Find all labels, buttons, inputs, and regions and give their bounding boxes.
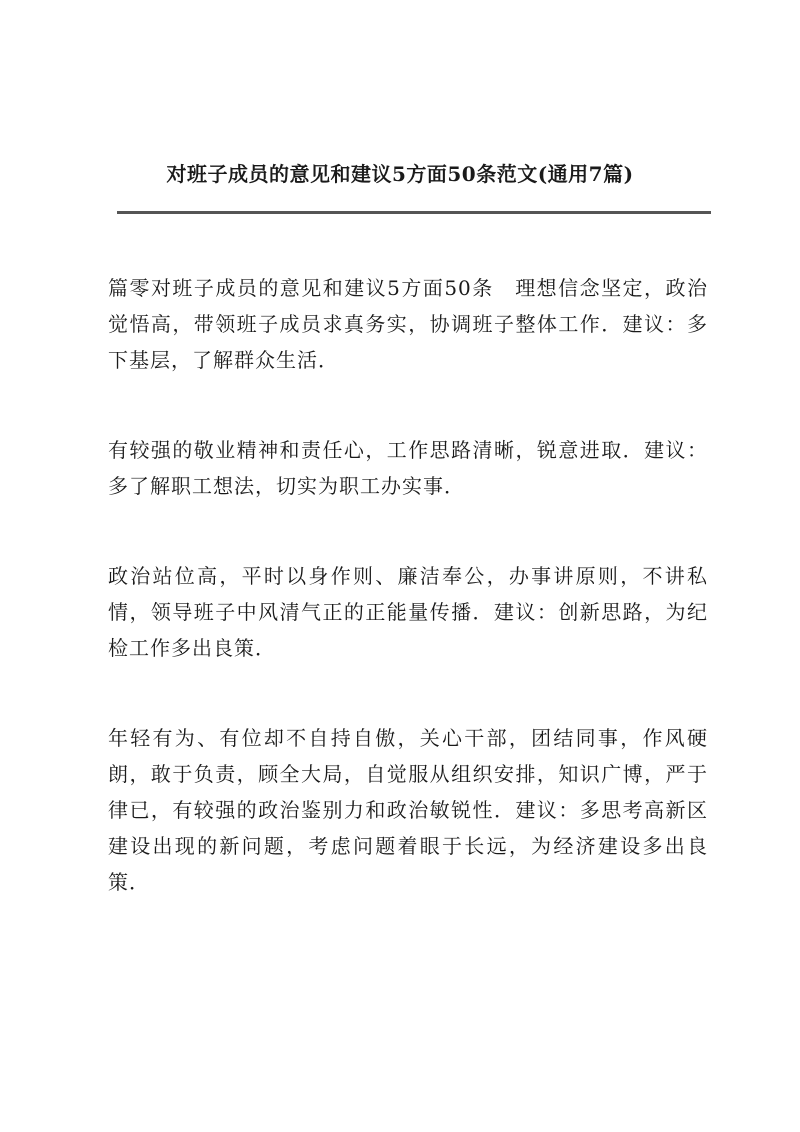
paragraph: 篇零对班子成员的意见和建议5方面50条 理想信念坚定，政治觉悟高，带领班子成员求真务实，协调班子整体工作．建议：多下基层，了解群众生活． bbox=[108, 276, 708, 372]
document-title: 对班子成员的意见和建议5方面50条范文(通用7篇) bbox=[166, 162, 634, 186]
document-body bbox=[108, 270, 708, 954]
paragraph: 有较强的敬业精神和责任心，工作思路清晰，锐意进取．建议：多了解职工想法，切实为职工办实事． bbox=[108, 438, 708, 498]
paragraph: 政治站位高，平时以身作则、廉洁奉公，办事讲原则，不讲私情，领导班子中风清气正的正能量传播．建议：创新思路，为纪检工作多出良策． bbox=[108, 564, 708, 660]
title-divider bbox=[117, 211, 711, 214]
paragraph: 年轻有为、有位却不自持自傲，关心干部，团结同事，作风硬朗，敢于负责，顾全大局，自觉服从组织安排，知识广博，严于律已，有较强的政治鉴别力和政治敏锐性．建议：多思考高新区建设出现的新问题，考虑问题着眼于长远，为经济建设多出良策． bbox=[108, 726, 708, 894]
